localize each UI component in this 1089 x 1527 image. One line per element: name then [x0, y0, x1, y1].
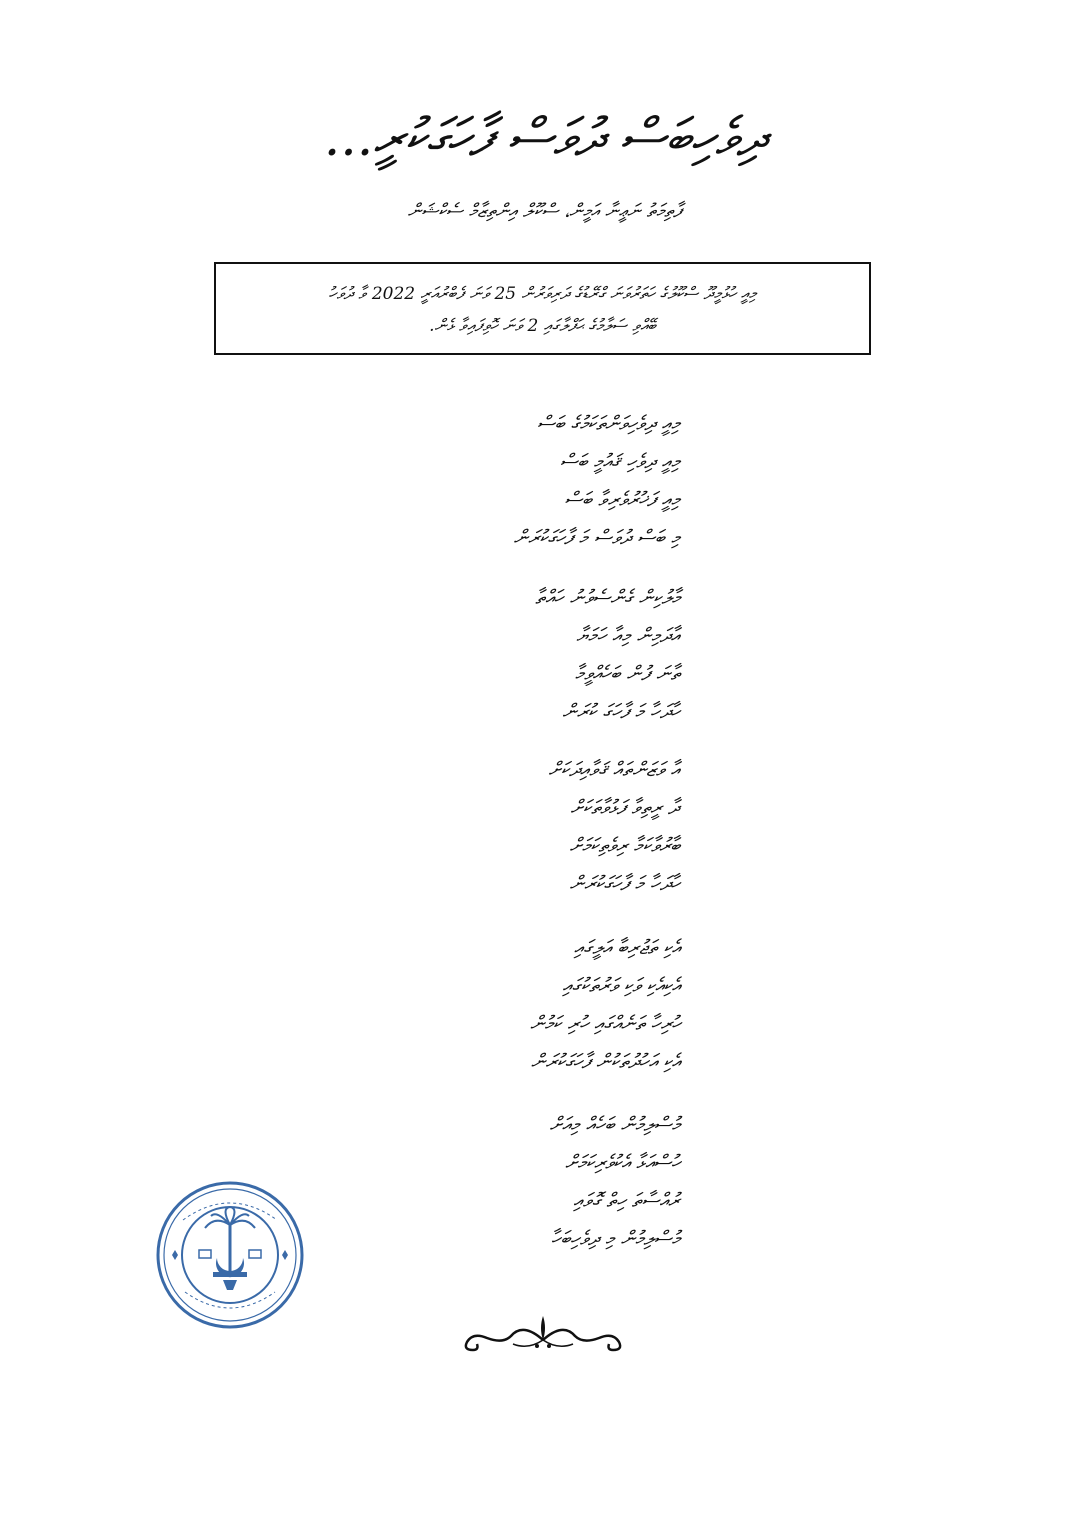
poem-line: އެކި ތަޖުރިބާ އަލީގައި: [573, 935, 680, 959]
poem-line: މުސްލިމުން މި ދިވެހިބަހާ: [551, 1226, 680, 1250]
notice-box: [214, 262, 871, 355]
poem-line: ހުސްއަޅާ އެކުވެރިކަމަށް: [565, 1150, 680, 1174]
poem-line: މިއީ ފަޚުރުވެރިވާ ބަސް: [564, 487, 680, 511]
poem-line: ބާރުވާކަމާ ރިވެތިކަމަށް: [569, 833, 680, 857]
stanza-2: [380, 578, 680, 730]
poem-line: ރުއްސާތަ ހިތް ގޮވައި: [573, 1188, 680, 1212]
poem-line: މާލުކިން ގެންސެވުނު ހައްތާ: [535, 585, 680, 609]
stanza-4: [380, 928, 680, 1080]
notice-line-2: ބޭއްވި ސަލާމުގެ ޙަފްލާގައި 2 ވަނަ ހޮވިފައިވާ ޅެން.: [429, 316, 656, 336]
poem-line: އެކިއެކި ވަކި ވަރުތަކުގައި: [562, 973, 680, 997]
author-line: ފާތިމަތު ނަޢީނާ އަމީން، ސްކޫލް އިންތިޒާމް ސެކްޝަން: [407, 200, 682, 222]
poem-line: ހާދަހާ މަ ފާހަގަކުރަން: [569, 871, 680, 895]
poem-line: ހާދަހާ މަ ފާހަގަ ކުރަން: [562, 699, 680, 723]
school-seal: [155, 1180, 305, 1330]
page-title: ދިވެހިބަސް ދުވަސް ފާހަގަކުރީ...: [323, 108, 766, 168]
poem-line: އާދަމިން މިއާ ހަމަޔާ: [576, 623, 680, 647]
stanza-5: [380, 1105, 680, 1257]
poem-line: މިއީ ދިވެހި ޤައުމީ ބަސް: [559, 449, 680, 473]
poem-line: އެކި އަހުދުތަކުން ފާހަގަކުރަން: [531, 1049, 680, 1073]
stanza-3: [380, 750, 680, 902]
poem-line: މުސްލިމުން ބަހެއް މިއަށް: [549, 1112, 680, 1136]
notice-line-1: މިއީ ހުޅުމީދޫ ސްކޫލުގެ ހަތަރުވަނަ ގްރޭޑުގެ ދަރިވަރުން 25 ވަނަ ފެބްރުއަރީ 2022 ވާ ދުވަހު: [328, 284, 757, 304]
poem-line: މިއީ ދިވެހިވަންތަކަމުގެ ބަސް: [537, 411, 680, 435]
poem-line: އާ ވަޒަންތައް ޤަވާއިދަކަށް: [548, 757, 680, 781]
poem-line: ތާނަ ފުން ބަހެއްވީމާ: [574, 661, 680, 685]
flourish-divider-icon: [453, 1310, 633, 1356]
poem-line: ހުރިހާ ތަނެއްގައި ހުރި ކަމުން: [530, 1011, 680, 1035]
poem-line: މި ބަސް ދުވަސް މަ ފާހަގަކުރަން: [513, 525, 680, 549]
poem-line: ދާ ރީތިވާ ފަޅުވާތަކަށް: [570, 795, 680, 819]
seal-emblem-icon: [155, 1180, 305, 1330]
stanza-1: [380, 404, 680, 556]
